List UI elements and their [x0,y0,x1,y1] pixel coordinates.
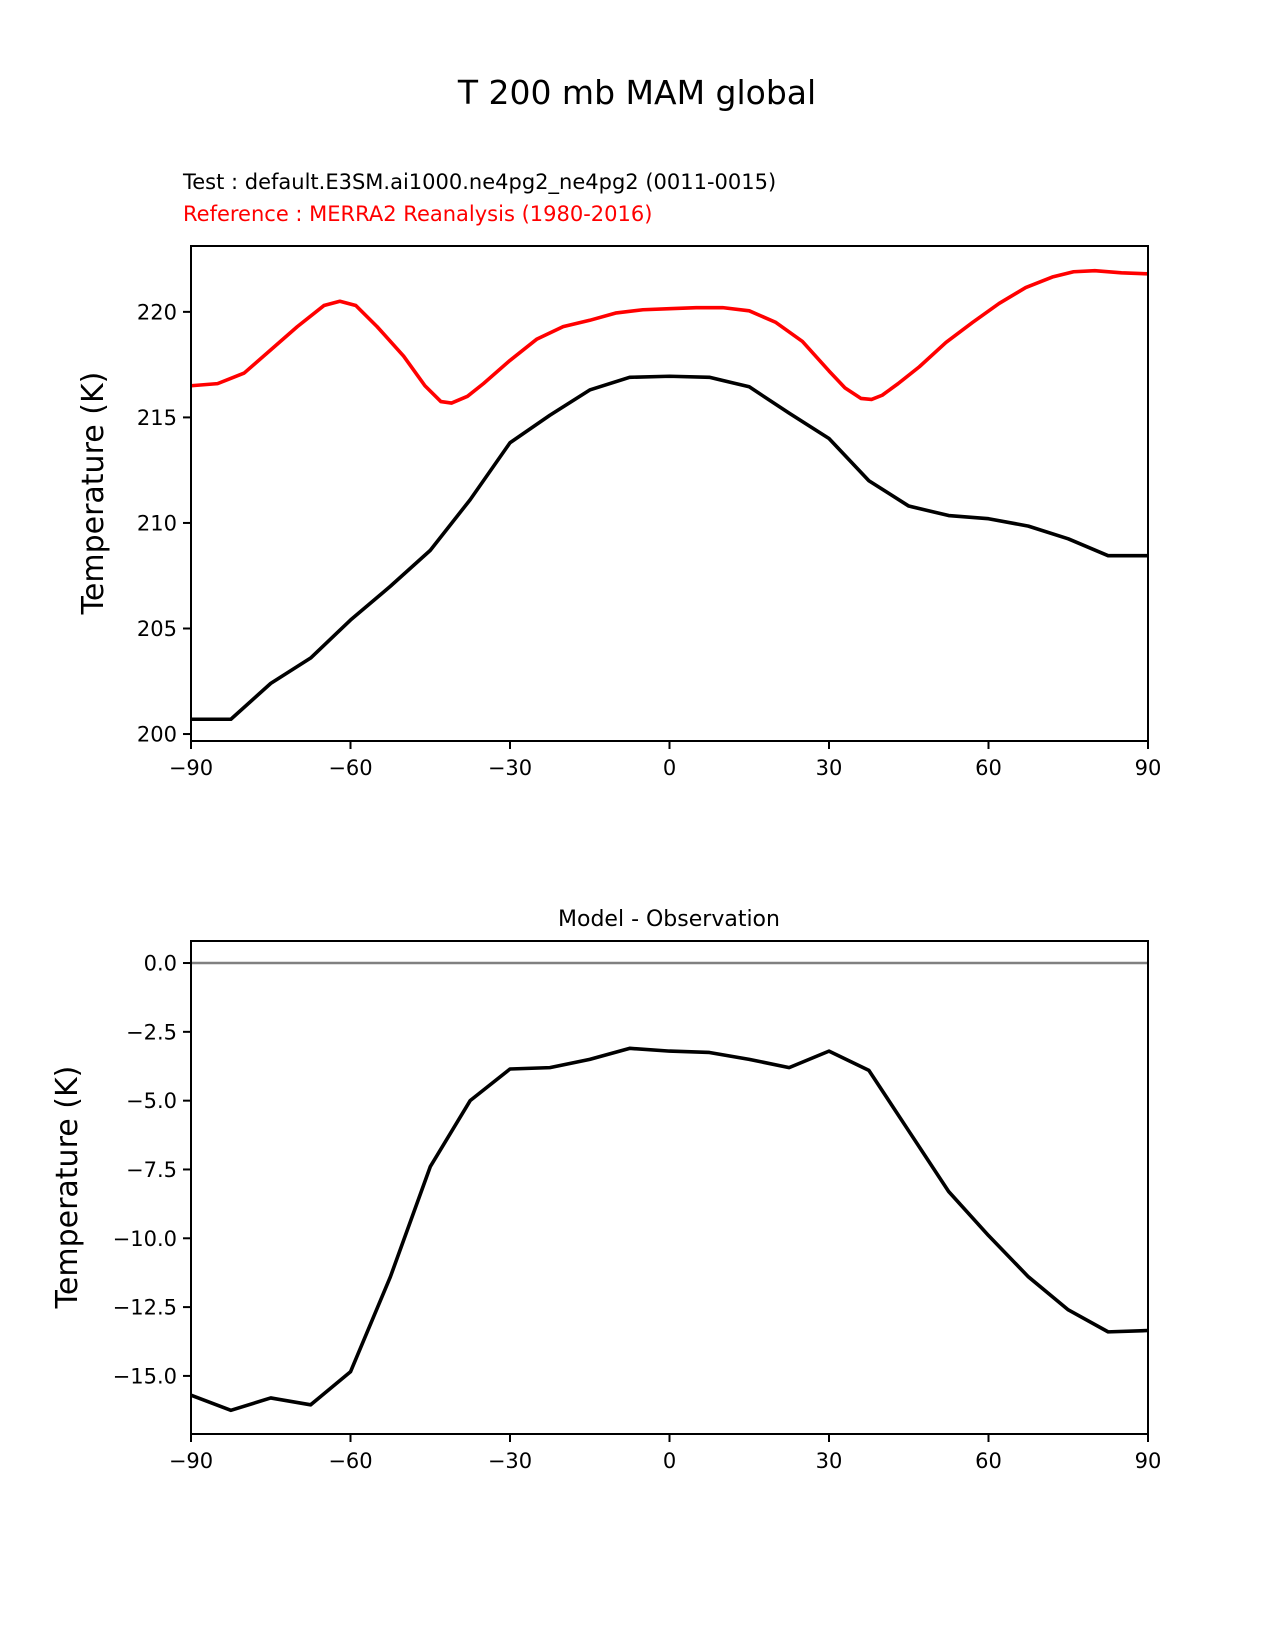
x-tick-label: 0 [662,1449,677,1473]
y-tick-label: 200 [136,722,177,747]
y-tick-label: 220 [136,300,177,325]
x-tick-label: 60 [975,756,1002,780]
x-tick-label: 30 [815,756,843,780]
y-tick-label: 215 [136,405,177,430]
y-tick-label: −7.5 [126,1157,177,1182]
bottom-chart [113,941,1162,1473]
y-tick-label: 210 [136,511,177,536]
y-tick-label: −15.0 [112,1364,177,1389]
x-tick-label: −90 [168,1449,214,1473]
series-line-1 [191,271,1148,403]
x-tick-label: −90 [168,756,214,780]
x-tick-label: 30 [815,1449,843,1473]
y-tick-label: −5.0 [126,1089,177,1114]
x-tick-label: −30 [487,756,533,780]
x-tick-label: 90 [1134,756,1162,780]
y-tick-label: −2.5 [126,1020,177,1045]
figure-title: T 200 mb MAM global [457,73,817,112]
top-chart [137,246,1161,780]
x-tick-label: −60 [328,756,373,780]
top-y-axis-label: Temperature (K) [76,371,111,615]
axes-spine [191,941,1148,1434]
x-tick-label: −30 [487,1449,533,1473]
test-run-label: Test : default.E3SM.ai1000.ne4pg2_ne4pg2 (0011-0015) [183,170,777,194]
reference-run-label: Reference : MERRA2 Reanalysis (1980-2016) [183,202,653,226]
series-line-0 [191,1048,1148,1410]
bottom-y-axis-label: Temperature (K) [50,1065,85,1309]
x-tick-label: 60 [975,1449,1002,1473]
x-tick-label: 90 [1134,1449,1162,1473]
bottom-chart-title: Model - Observation [558,907,780,932]
series-line-0 [191,376,1148,719]
axes-spine [191,246,1148,741]
x-tick-label: 0 [662,756,677,780]
y-tick-label: −12.5 [112,1295,177,1320]
y-tick-label: −10.0 [112,1226,177,1251]
x-tick-label: −60 [328,1449,373,1473]
y-tick-label: 0.0 [143,951,177,976]
y-tick-label: 205 [136,616,177,641]
